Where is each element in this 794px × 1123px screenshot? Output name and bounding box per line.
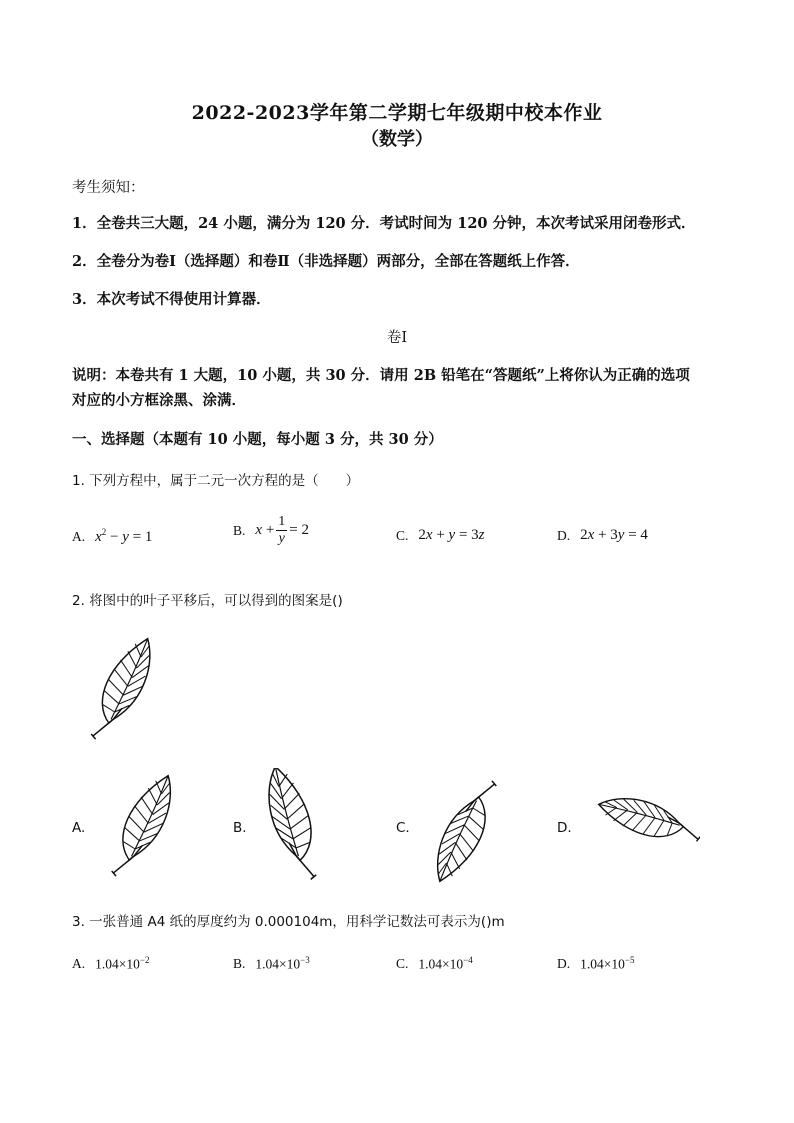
q3-option-a[interactable] (72, 955, 149, 973)
equation-d: 2x + 3y = 4 (580, 527, 648, 543)
notice-heading: 考生须知： (72, 180, 145, 196)
leaf-option-c[interactable] (418, 775, 513, 885)
notice-item-3: 3．本次考试不得使用计算器． (72, 291, 271, 308)
q2-option-b-label[interactable]: B. (233, 820, 247, 836)
volume-desc-line2: 对应的小方框涂黑、涂满． (72, 392, 246, 409)
option-value: $1.04\times 10^{-2}$ (95, 955, 150, 972)
original-leaf-figure (72, 635, 172, 745)
volume-desc-line1: 说明：本卷共有 1 大题，10 小题，共 30 分．请用 2B 铅笔在“答题纸”上将你认为正确的选项 (72, 367, 690, 384)
leaf-option-d[interactable] (590, 780, 700, 870)
question-2-stem: 2. 将图中的叶子平移后，可以得到的图案是() (72, 593, 343, 609)
option-label: C. (396, 527, 409, 543)
equation-a: $x^2 - y = 1$ (95, 527, 153, 545)
q2-option-d-label[interactable]: D. (557, 820, 572, 836)
option-label: B. (233, 522, 246, 538)
leaf-option-b[interactable] (252, 768, 352, 883)
equation-b: x + $\frac{1}{y}$ = 2 (255, 514, 309, 546)
equation-c: 2x + y = 3z (418, 527, 485, 543)
notice-item-1: 1．全卷共三大题，24 小题，满分为 120 分．考试时间为 120 分钟，本次考试采用闭卷形式． (72, 215, 696, 232)
option-label: A. (72, 528, 86, 544)
section-title: 一、选择题（本题有 10 小题，每小题 3 分，共 30 分） (72, 431, 443, 448)
volume-label: 卷Ⅰ (386, 330, 408, 346)
leaf-option-a[interactable] (95, 772, 190, 882)
option-label: D. (557, 527, 571, 543)
q2-option-c-label[interactable]: C. (396, 820, 410, 836)
option-value: $1.04\times 10^{-4}$ (418, 955, 473, 972)
option-value: $1.04\times 10^{-5}$ (580, 955, 635, 972)
option-label: B. (233, 955, 246, 971)
option-label: C. (396, 955, 409, 971)
q2-option-a-label[interactable]: A. (72, 820, 86, 836)
q1-option-d[interactable] (557, 527, 648, 544)
page-title: 2022-2023学年第二学期七年级期中校本作业 (191, 102, 603, 124)
q3-option-b[interactable] (233, 955, 310, 973)
q1-option-c[interactable] (396, 527, 485, 544)
notice-item-2: 2．全卷分为卷Ⅰ（选择题）和卷Ⅱ（非选择题）两部分，全部在答题纸上作答． (72, 253, 580, 270)
subject-title: （数学） (361, 129, 433, 150)
q1-option-a[interactable] (72, 527, 152, 546)
q3-option-c[interactable] (396, 955, 473, 973)
option-label: A. (72, 955, 86, 971)
q1-option-b[interactable] (233, 514, 309, 547)
option-label: D. (557, 955, 571, 971)
q3-option-d[interactable] (557, 955, 634, 973)
question-3-stem: 3. 一张普通 A4 纸的厚度约为 0.000104m，用科学记数法可表示为()m (72, 914, 505, 930)
option-value: $1.04\times 10^{-3}$ (255, 955, 310, 972)
question-1-stem: 1. 下列方程中，属于二元一次方程的是（ ） (72, 473, 360, 489)
